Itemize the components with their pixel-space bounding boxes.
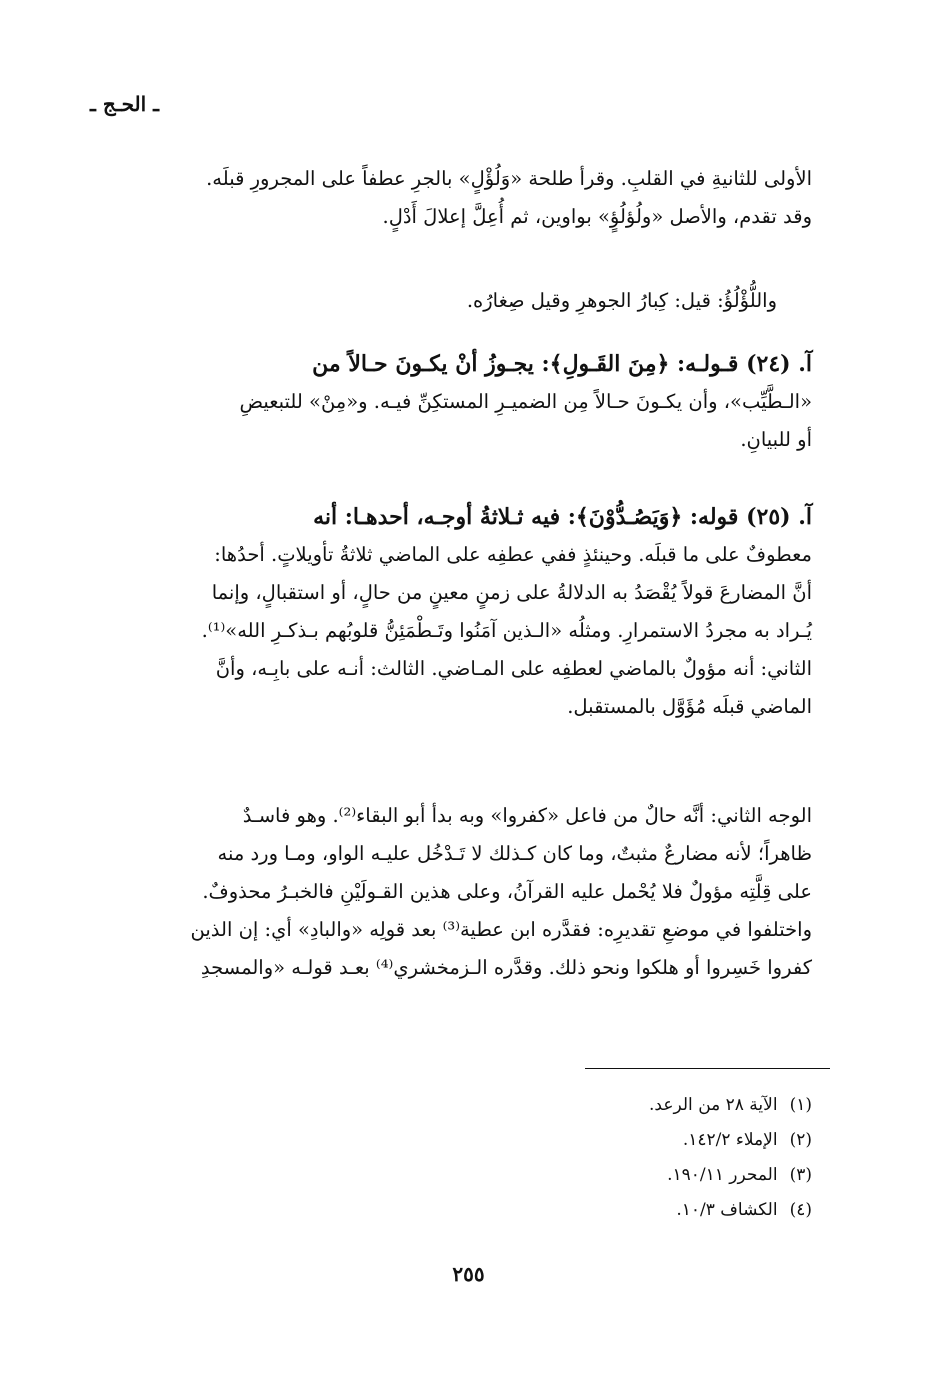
footnote <box>412 1123 812 1158</box>
text-line: كفروا خَسِروا أو هلكوا ونحو ذلك. وقدَّره الـزمخشري⁽⁴⁾ بعـد قولـه «والمسجدِ <box>200 956 812 979</box>
footnote-number: (١) <box>789 1095 812 1115</box>
footnote-number: (٢) <box>789 1130 812 1150</box>
text-line: واللُّؤْلُؤُ: قيل: كِبارُ الجوهرِ وقيل صِغارُه. <box>466 289 777 312</box>
footnote-divider <box>585 1068 830 1069</box>
text-line: يُـراد به مجردُ الاستمرارِ. ومثلُه «الـذين آمَنُوا وتَـطْمَئِنُّ قلوبُهم بـذكـرِ الله»⁽¹⁾. <box>201 619 812 642</box>
footnote <box>412 1158 812 1193</box>
text-line: آ. (٢٥) قوله: ﴿وَيَصُـدُّوْنَ﴾: فيه ثـلاثةُ أوجـه، أحدهـا: أنه <box>313 504 812 530</box>
paragraph <box>130 345 812 459</box>
text-line: الأولى للثانيةِ في القلبِ. وقرأ طلحة «وَلُؤْلٍ» بالجرِ عطفاً على المجرورِ قبلَه. <box>206 167 812 190</box>
text-line: أنَّ المضارعَ قولاً يُقْصَدُ به الدلالةُ على زمنٍ معينٍ من حالٍ، أو استقبالٍ، وإنما <box>211 581 812 604</box>
text-line: وقد تقدم، والأصل «ولُؤلُؤٍ» بواوين، ثم أُعِلَّ إعلالَ أَدْلٍ. <box>382 205 812 228</box>
text-line: واختلفوا في موضعِ تقديرِه: فقدَّره ابن عطية⁽³⁾ بعد قولِه «والبادِ» أي: إن الذين <box>190 918 812 941</box>
footnote-number: (٣) <box>789 1165 812 1185</box>
text-line: آ. (٢٤) قـولـه: ﴿مِنَ القَـولِ﴾: يجـوزُ أنْ يكـونَ حـالاً من <box>312 351 812 377</box>
footnote-text: الآية ٢٨ من الرعد. <box>649 1095 778 1115</box>
paragraph <box>130 797 812 987</box>
text-line: معطوفٌ على ما قبلَه. وحينئذٍ ففي عطفِه على الماضي ثلاثةُ تأويلاتٍ. أحدُها: <box>214 543 812 566</box>
text-line: أو للبيانِ. <box>740 428 812 451</box>
footnote-text: الإملاء ١٤٢/٢. <box>682 1130 778 1150</box>
page-number: ٢٥٥ <box>452 1262 485 1286</box>
text-line: على قِلَّتِه مؤولٌ فلا يُحْمل عليه القرآنُ، وعلى هذين القـولَيْنِ فالخبـرُ محذوفٌ. <box>202 880 812 903</box>
text-line: الوجه الثاني: أنَّه حالٌ من فاعل «كفروا» وبه بدأ أبو البقاء⁽²⁾. وهو فاسـدٌ <box>242 804 812 827</box>
footnote-text: المحرر ١٩٠/١١. <box>667 1165 778 1185</box>
footnotes <box>412 1088 812 1228</box>
running-header: ـ الحـج ـ <box>90 92 159 116</box>
text-line: ظاهراً؛ لأنه مضارعٌ مثبتٌ، وما كان كـذلك لا تَـدْخُل عليـه الواو، ومـا ورد منه <box>217 842 812 865</box>
text-line: «الـطَّيِّب»، وأن يكـونَ حـالاً مِن الضميـرِ المستكِنِّ فيـه. و«مِنْ» للتبعيضِ <box>239 390 812 413</box>
paragraph <box>130 160 812 236</box>
footnote-number: (٤) <box>789 1200 812 1220</box>
paragraph <box>130 282 777 320</box>
text-line: الثاني: أنه مؤولٌ بالماضي لعطفِه على المـاضي. الثالث: أنـه على بابِـه، وأنَّ <box>215 657 812 680</box>
paragraph <box>130 498 812 726</box>
footnote <box>412 1193 812 1228</box>
text-line: الماضي قبلَه مُؤَوَّل بالمستقبل. <box>567 695 812 718</box>
footnote <box>412 1088 812 1123</box>
footnote-text: الكشاف ١٠/٣. <box>676 1200 778 1220</box>
